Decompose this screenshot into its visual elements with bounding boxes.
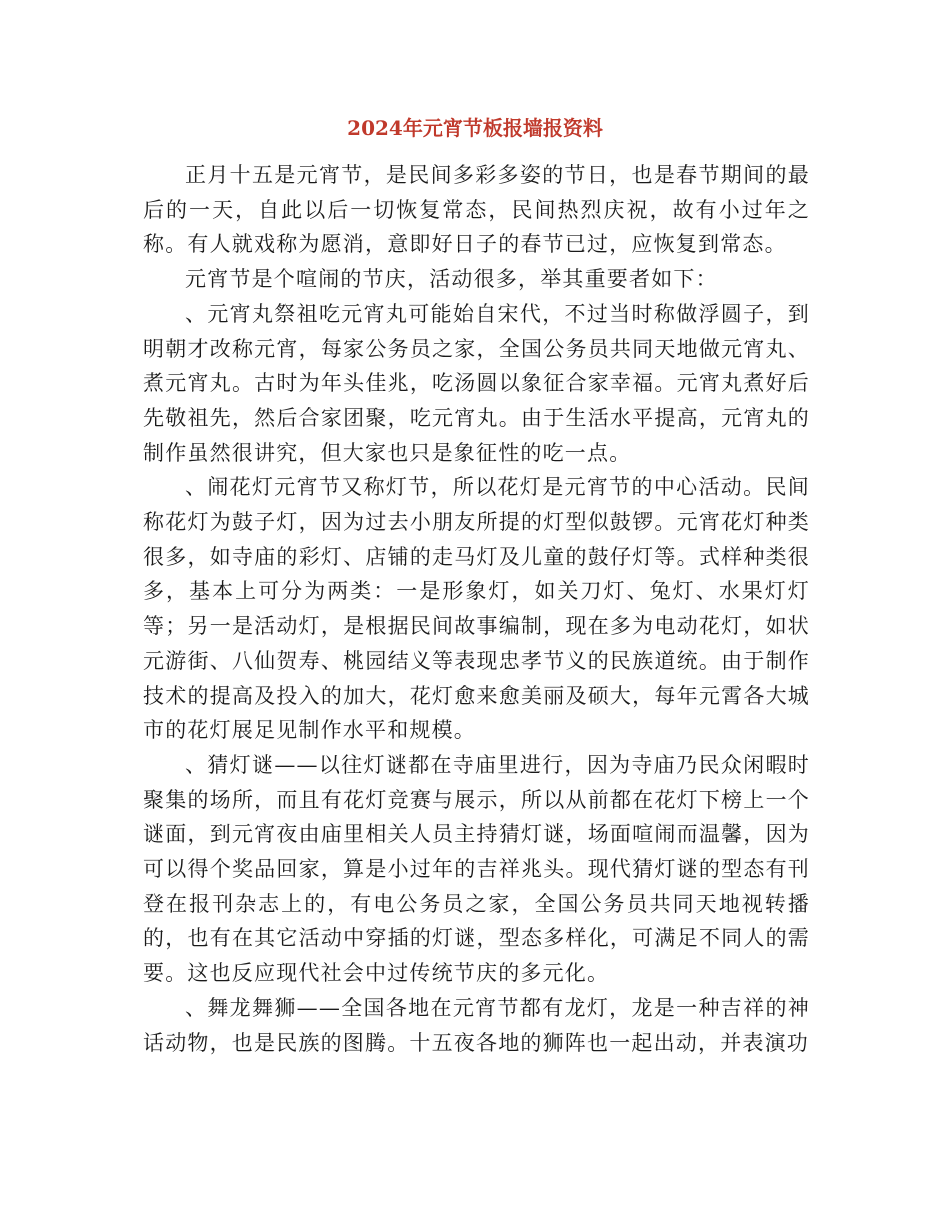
paragraph-dragon-lion-dance: 、舞龙舞狮——全国各地在元宵节都有龙灯，龙是一种吉祥的神话动物，也是民族的图腾。十五夜各地的狮阵也一起出动，并表演功 <box>143 995 810 1055</box>
paragraph-activities-lead: 元宵节是个喧闹的节庆，活动很多，举其重要者如下： <box>185 267 718 292</box>
document-title: 2024年元宵节板报墙报资料 <box>347 116 603 140</box>
document-body <box>143 158 810 1060</box>
paragraph-intro: 正月十五是元宵节，是民间多彩多姿的节日，也是春节期间的最后的一天，自此以后一切恢复常态，民间热烈庆祝，故有小过年之称。有人就戏称为愿消，意即好日子的春节已过，应恢复到常态。 <box>143 163 810 257</box>
paragraph-yuanxiao-ancestor: 、元宵丸祭祖吃元宵丸可能始自宋代，不过当时称做浮圆子，到明朝才改称元宵，每家公务员之家，全国公务员共同天地做元宵丸、煮元宵丸。古时为年头佳兆，吃汤圆以象征合家幸福。元宵丸煮好后先敬祖先，然后合家团聚，吃元宵丸。由于生活水平提高，元宵丸的制作虽然很讲究，但大家也只是象征性的吃一点。 <box>143 301 810 465</box>
paragraph-lantern-riddles: 、猜灯谜——以往灯谜都在寺庙里进行，因为寺庙乃民众闲暇时聚集的场所，而且有花灯竞赛与展示，所以从前都在花灯下榜上一个谜面，到元宵夜由庙里相关人员主持猜灯谜，场面喧闹而温馨，因为可以得个奖品回家，算是小过年的吉祥兆头。现代猜灯谜的型态有刊登在报刊杂志上的，有电公务员之家，全国公务员共同天地视转播的，也有在其它活动中穿插的灯谜，型态多样化，可满足不同人的需要。这也反应现代社会中过传统节庆的多元化。 <box>143 752 810 986</box>
paragraph-lanterns: 、闹花灯元宵节又称灯节，所以花灯是元宵节的中心活动。民间称花灯为鼓子灯，因为过去小朋友所提的灯型似鼓锣。元宵花灯种类很多，如寺庙的彩灯、店铺的走马灯及儿童的鼓仔灯等。式样种类很多，基本上可分为两类：一是形象灯，如关刀灯、兔灯、水果灯灯等；另一是活动灯，是根据民间故事编制，现在多为电动花灯，如状元游街、八仙贺寿、桃园结义等表现忠孝节义的民族道统。由于制作技术的提高及投入的加大，花灯愈来愈美丽及硕大，每年元霄各大城市的花灯展足见制作水平和规模。 <box>143 475 810 743</box>
